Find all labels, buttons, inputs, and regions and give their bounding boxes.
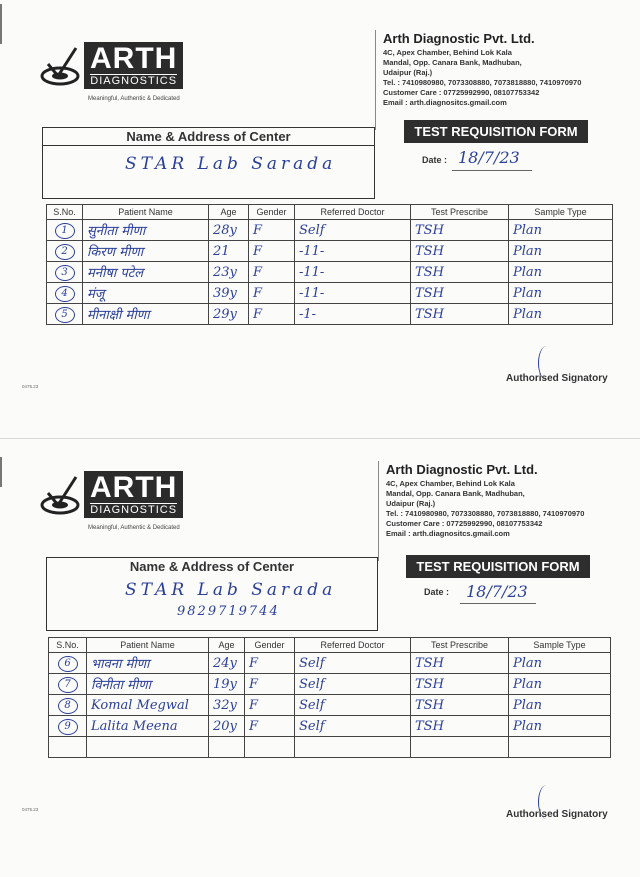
- test-cell: TSH: [411, 241, 509, 262]
- header-test-prescribe: Test Prescribe: [411, 205, 509, 220]
- table-header-row: [49, 638, 611, 653]
- center-value: STAR Lab Sarada: [125, 580, 337, 600]
- form-code: 0475.23: [22, 807, 39, 812]
- gender-cell: F: [249, 262, 295, 283]
- header-age: Age: [209, 205, 249, 220]
- table-row: [49, 653, 611, 674]
- requisition-form-2: [0, 438, 640, 877]
- sno-circle: 3: [55, 265, 75, 281]
- sample-type-cell: Plan: [509, 716, 611, 737]
- sno-cell: [49, 674, 87, 695]
- gender-cell: F: [249, 304, 295, 325]
- logo-brand: ARTH: [90, 471, 178, 504]
- age-cell: 32y: [209, 695, 245, 716]
- sno-circle: 6: [58, 656, 78, 672]
- test-cell: TSH: [411, 304, 509, 325]
- sno-cell: [47, 304, 83, 325]
- date-underline: [460, 603, 536, 604]
- company-info: [383, 30, 581, 108]
- sno-cell: [47, 241, 83, 262]
- center-title: Name & Address of Center: [43, 127, 374, 146]
- test-cell: TSH: [411, 653, 509, 674]
- table-row: [47, 283, 613, 304]
- patient-name-cell: [87, 737, 209, 758]
- table-row: [47, 262, 613, 283]
- header-gender: Gender: [249, 205, 295, 220]
- center-value: STAR Lab Sarada: [125, 154, 337, 174]
- header-sno: S.No.: [47, 205, 83, 220]
- patient-name-cell: सुनीता मीणा: [83, 220, 209, 241]
- patient-name-cell: मनीषा पटेल: [83, 262, 209, 283]
- header-gender: Gender: [245, 638, 295, 653]
- requisition-form-1: [0, 0, 640, 438]
- table-row: [47, 220, 613, 241]
- referred-doctor-cell: Self: [295, 220, 411, 241]
- patient-name-cell: Lalita Meena: [87, 716, 209, 737]
- header-sample-type: Sample Type: [509, 205, 613, 220]
- center-box: [42, 127, 375, 199]
- referred-doctor-cell: -11-: [295, 241, 411, 262]
- patient-name-cell: भावना मीणा: [87, 653, 209, 674]
- company-address-line2: Mandal, Opp. Canara Bank, Madhuban,: [386, 489, 525, 498]
- table-row: [47, 241, 613, 262]
- referred-doctor-cell: -11-: [295, 262, 411, 283]
- company-info: [386, 461, 584, 539]
- sno-circle: 2: [55, 244, 75, 260]
- company-tel: Tel. : 7410980980, 7073308880, 7073818880, 7410970970: [383, 78, 582, 87]
- sample-type-cell: Plan: [509, 262, 613, 283]
- sno-cell: [49, 653, 87, 674]
- sno-cell: [49, 737, 87, 758]
- center-box: [46, 557, 378, 631]
- age-cell: 21: [209, 241, 249, 262]
- center-title: Name & Address of Center: [129, 559, 295, 574]
- age-cell: [209, 737, 245, 758]
- patient-name-cell: विनीता मीणा: [87, 674, 209, 695]
- sample-type-cell: Plan: [509, 695, 611, 716]
- patient-table: [46, 204, 613, 325]
- sno-cell: [47, 262, 83, 283]
- sno-circle: 7: [58, 677, 78, 693]
- header-test-prescribe: Test Prescribe: [411, 638, 509, 653]
- company-address-line3: Udaipur (Raj.): [383, 68, 433, 77]
- referred-doctor-cell: -11-: [295, 283, 411, 304]
- table-row: [49, 716, 611, 737]
- company-customer-care: Customer Care : 07725992990, 08107753342: [386, 519, 543, 528]
- test-cell: TSH: [411, 695, 509, 716]
- patient-name-cell: Komal Megwal: [87, 695, 209, 716]
- patient-table: [48, 637, 611, 758]
- form-title: TEST REQUISITION FORM: [404, 120, 588, 143]
- sno-cell: [49, 695, 87, 716]
- date-value: 18/7/23: [458, 148, 520, 167]
- logo: [40, 42, 183, 102]
- form-title: TEST REQUISITION FORM: [406, 555, 590, 578]
- referred-doctor-cell: Self: [295, 716, 411, 737]
- company-tel: Tel. : 7410980980, 7073308880, 7073818880, 7410970970: [386, 509, 585, 518]
- gender-cell: F: [245, 653, 295, 674]
- sno-cell: [47, 220, 83, 241]
- logo-box: [84, 42, 183, 89]
- age-cell: 24y: [209, 653, 245, 674]
- table-row: [47, 304, 613, 325]
- sample-type-cell: Plan: [509, 220, 613, 241]
- gender-cell: F: [249, 241, 295, 262]
- sno-circle: 8: [58, 698, 78, 714]
- test-cell: TSH: [411, 283, 509, 304]
- table-header-row: [47, 205, 613, 220]
- divider: [375, 30, 376, 130]
- test-cell: TSH: [411, 220, 509, 241]
- gender-cell: F: [245, 695, 295, 716]
- company-customer-care: Customer Care : 07725992990, 08107753342: [383, 88, 540, 97]
- date-label: Date :: [424, 587, 450, 597]
- divider: [378, 461, 379, 561]
- company-address-line3: Udaipur (Raj.): [386, 499, 436, 508]
- age-cell: 20y: [209, 716, 245, 737]
- header-sample-type: Sample Type: [509, 638, 611, 653]
- company-name: Arth Diagnostic Pvt. Ltd.: [386, 462, 538, 477]
- company-address-line2: Mandal, Opp. Canara Bank, Madhuban,: [383, 58, 522, 67]
- date-label: Date :: [422, 155, 448, 165]
- center-phone: 9829719744: [177, 604, 280, 619]
- authorised-signatory: Authorised Signatory: [506, 809, 608, 820]
- sample-type-cell: [509, 737, 611, 758]
- age-cell: 39y: [209, 283, 249, 304]
- sno-circle: 9: [58, 719, 78, 735]
- sample-type-cell: Plan: [509, 674, 611, 695]
- target-check-icon: [40, 46, 80, 86]
- logo: [40, 471, 183, 531]
- header-patient-name: Patient Name: [83, 205, 209, 220]
- header-referred-doctor: Referred Doctor: [295, 638, 411, 653]
- header-sno: S.No.: [49, 638, 87, 653]
- logo-sub: DIAGNOSTICS: [90, 75, 178, 87]
- age-cell: 23y: [209, 262, 249, 283]
- referred-doctor-cell: Self: [295, 653, 411, 674]
- date-value: 18/7/23: [466, 582, 528, 601]
- table-row: [49, 674, 611, 695]
- patient-name-cell: किरण मीणा: [83, 241, 209, 262]
- sample-type-cell: Plan: [509, 653, 611, 674]
- paper-edge: [0, 457, 2, 487]
- company-address-line1: 4C, Apex Chamber, Behind Lok Kala: [386, 479, 515, 488]
- company-email: Email : arth.diagnositcs.gmail.com: [383, 98, 507, 107]
- sample-type-cell: Plan: [509, 304, 613, 325]
- company-address-line1: 4C, Apex Chamber, Behind Lok Kala: [383, 48, 512, 57]
- header-age: Age: [209, 638, 245, 653]
- company-email: Email : arth.diagnositcs.gmail.com: [386, 529, 510, 538]
- sno-cell: [47, 283, 83, 304]
- header-referred-doctor: Referred Doctor: [295, 205, 411, 220]
- referred-doctor-cell: Self: [295, 695, 411, 716]
- patient-name-cell: मंजू: [83, 283, 209, 304]
- test-cell: TSH: [411, 262, 509, 283]
- table-row: [49, 737, 611, 758]
- age-cell: 28y: [209, 220, 249, 241]
- logo-tagline: Meaningful, Authentic & Dedicated: [88, 525, 180, 531]
- header-patient-name: Patient Name: [87, 638, 209, 653]
- target-check-icon: [40, 475, 80, 515]
- gender-cell: F: [245, 674, 295, 695]
- gender-cell: F: [249, 220, 295, 241]
- referred-doctor-cell: Self: [295, 674, 411, 695]
- sno-circle: 4: [55, 286, 75, 302]
- gender-cell: [245, 737, 295, 758]
- logo-tagline: Meaningful, Authentic & Dedicated: [88, 96, 180, 102]
- test-cell: TSH: [411, 716, 509, 737]
- age-cell: 29y: [209, 304, 249, 325]
- authorised-signatory: Authorised Signatory: [506, 373, 608, 384]
- sno-cell: [49, 716, 87, 737]
- gender-cell: F: [249, 283, 295, 304]
- patient-name-cell: मीनाक्षी मीणा: [83, 304, 209, 325]
- sno-circle: 5: [55, 307, 75, 323]
- sample-type-cell: Plan: [509, 283, 613, 304]
- table-row: [49, 695, 611, 716]
- logo-sub: DIAGNOSTICS: [90, 504, 178, 516]
- date-underline: [452, 170, 532, 171]
- test-cell: TSH: [411, 674, 509, 695]
- referred-doctor-cell: -1-: [295, 304, 411, 325]
- paper-edge: [0, 4, 2, 44]
- sno-circle: 1: [55, 223, 75, 239]
- age-cell: 19y: [209, 674, 245, 695]
- sample-type-cell: Plan: [509, 241, 613, 262]
- test-cell: [411, 737, 509, 758]
- company-name: Arth Diagnostic Pvt. Ltd.: [383, 31, 535, 46]
- logo-box: [84, 471, 183, 518]
- gender-cell: F: [245, 716, 295, 737]
- logo-brand: ARTH: [90, 42, 178, 75]
- form-code: 0475.23: [22, 384, 39, 389]
- referred-doctor-cell: [295, 737, 411, 758]
